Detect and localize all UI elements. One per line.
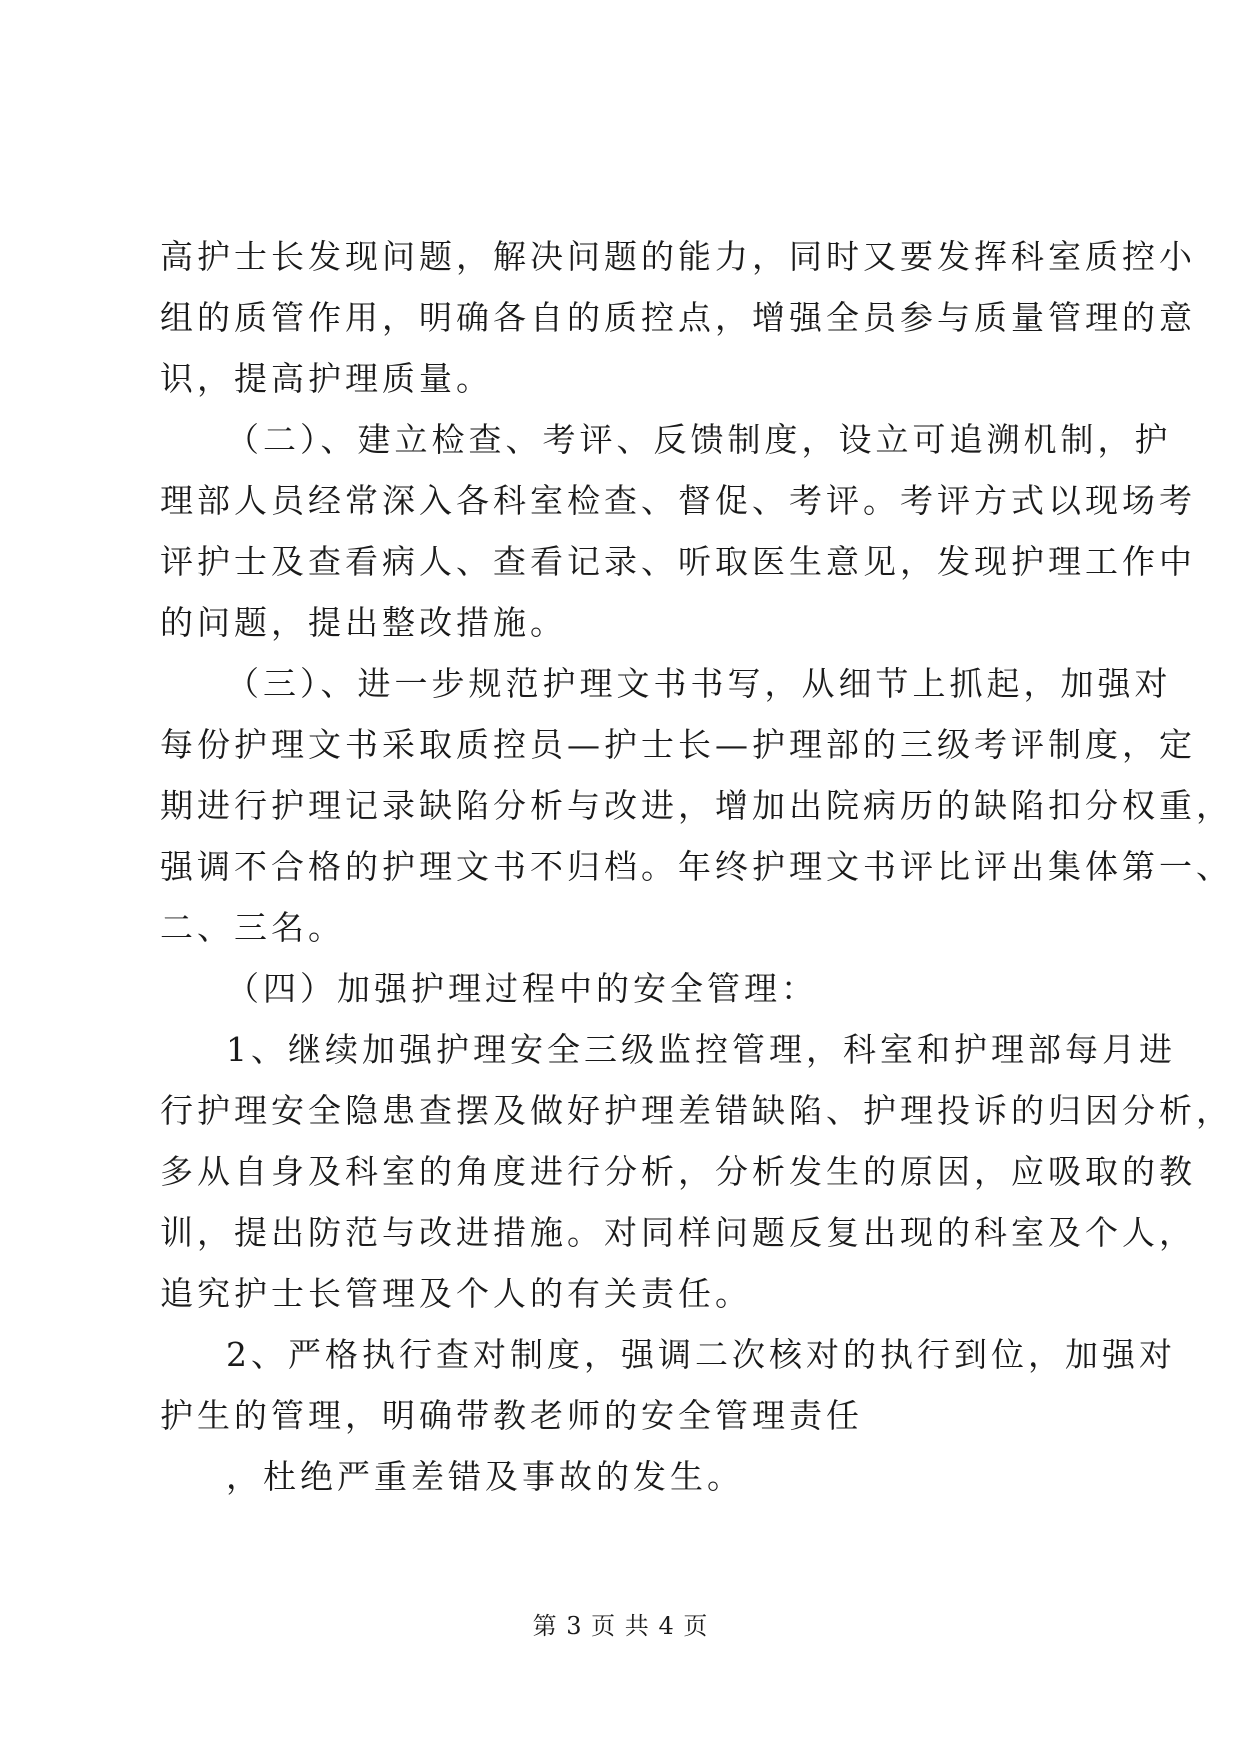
text-line: 的问题，提出整改措施。 (160, 603, 567, 642)
page-number-footer: 第 3 页 共 4 页 (532, 1612, 709, 1640)
text-line: 识，提高护理质量。 (160, 359, 493, 398)
text-line: （三）、进一步规范护理文书书写，从细节上抓起，加强对 (226, 664, 1172, 703)
text-line: 组的质管作用，明确各自的质控点，增强全员参与质量管理的意 (160, 298, 1196, 337)
text-line: ，杜绝严重差错及事故的发生。 (226, 1457, 744, 1496)
text-line: 1、继续加强护理安全三级监控管理，科室和护理部每月进 (226, 1030, 1176, 1069)
text-line: 强调不合格的护理文书不归档。年终护理文书评比评出集体第一、 (160, 847, 1233, 886)
text-line: 训，提出防范与改进措施。对同样问题反复出现的科室及个人， (160, 1213, 1196, 1252)
text-line: 二、三名。 (160, 908, 345, 947)
text-line: 护生的管理，明确带教老师的安全管理责任 (160, 1396, 863, 1435)
text-line: （四）加强护理过程中的安全管理： (226, 969, 818, 1008)
text-line: 期进行护理记录缺陷分析与改进，增加出院病历的缺陷扣分权重， (160, 786, 1233, 825)
text-line: 追究护士长管理及个人的有关责任。 (160, 1274, 752, 1313)
text-line: 高护士长发现问题，解决问题的能力，同时又要发挥科室质控小 (160, 237, 1196, 276)
text-line: 评护士及查看病人、查看记录、听取医生意见，发现护理工作中 (160, 542, 1196, 581)
text-line: 2、严格执行查对制度，强调二次核对的执行到位，加强对 (226, 1335, 1176, 1374)
text-line: 理部人员经常深入各科室检查、督促、考评。考评方式以现场考 (160, 481, 1196, 520)
text-line: 多从自身及科室的角度进行分析，分析发生的原因，应吸取的教 (160, 1152, 1196, 1191)
text-line: （二）、建立检查、考评、反馈制度，设立可追溯机制，护 (226, 420, 1172, 459)
text-line: 行护理安全隐患查摆及做好护理差错缺陷、护理投诉的归因分析， (160, 1091, 1233, 1130)
body-text (160, 226, 1233, 1507)
text-line: 每份护理文书采取质控员—护士长—护理部的三级考评制度，定 (160, 725, 1196, 764)
